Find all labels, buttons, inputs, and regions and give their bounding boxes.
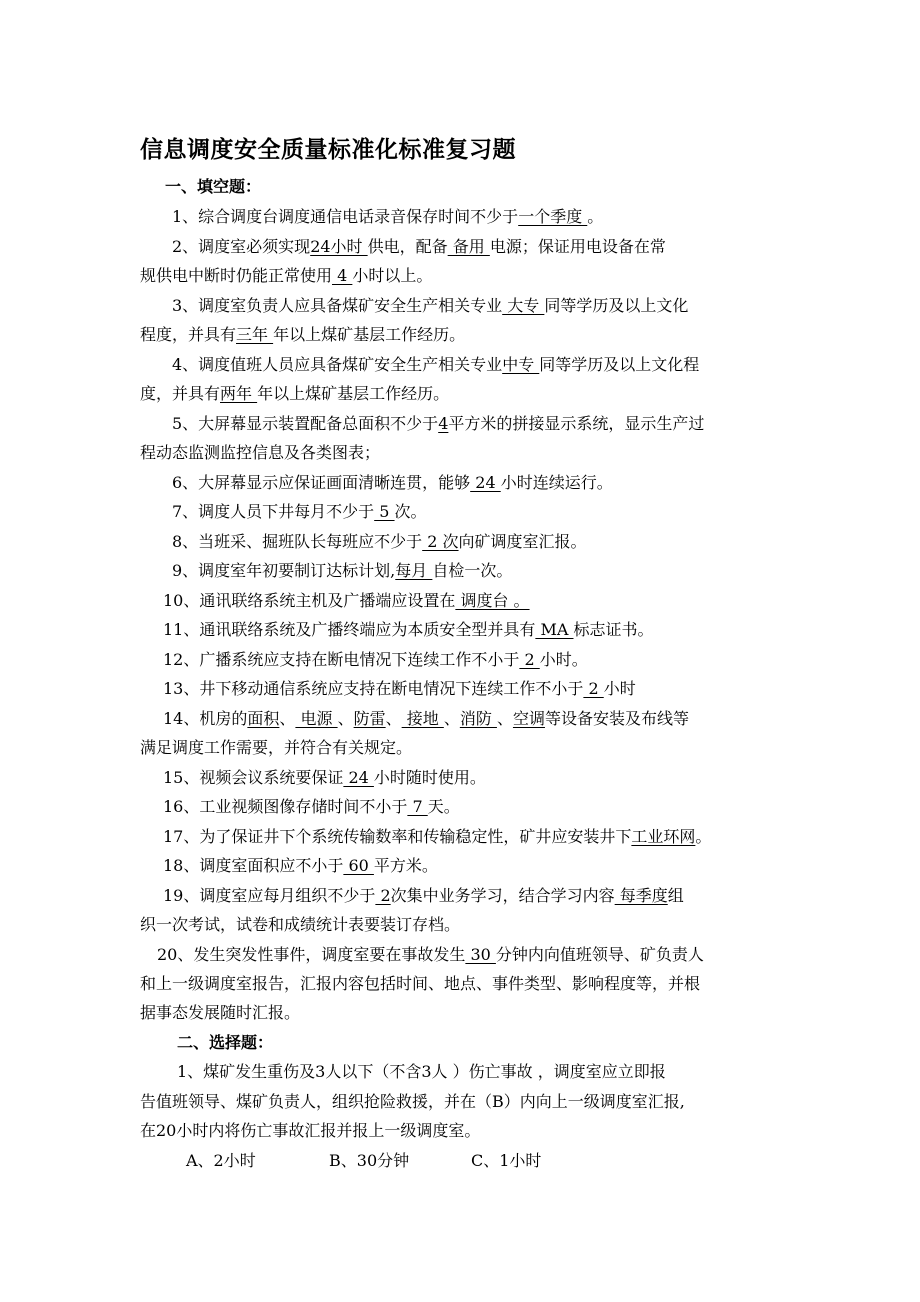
q3-text-3: 程度，并具有: [140, 325, 237, 344]
q3-text: 3、调度室负责人应具备煤矿安全生产相关专业: [172, 296, 503, 315]
q20-text: 20、发生突发性事件，调度室要在事故发生: [157, 945, 466, 964]
q18-text: 18、调度室面积应不小于: [163, 856, 344, 875]
q19-text-2: 次集中业务学习，结合学习内容: [390, 886, 615, 905]
q20-answer: 30: [465, 945, 496, 964]
q9-tail: 自检一次。: [432, 561, 513, 580]
mc-question-1-line-1: 1、煤矿发生重伤及3人以下（不含3人 ）伤亡事故 ，调度室应立即报: [177, 1062, 666, 1081]
q13-text: 13、井下移动通信系统应支持在断电情况下连续工作不小于: [163, 679, 584, 698]
q18-tail: 平方米。: [373, 856, 438, 875]
document-title: 信息调度安全质量标准化标准复习题: [140, 137, 516, 163]
q2-answer-1: 24小时: [310, 237, 368, 256]
q14-sep: 、: [443, 709, 460, 728]
q1-tail: 。: [587, 207, 604, 226]
q3-tail: 年以上煤矿基层工作经历。: [273, 325, 466, 344]
q6-tail: 小时连续运行。: [500, 473, 613, 492]
question-10: [163, 591, 530, 611]
q7-tail: 次。: [394, 502, 427, 521]
q10-answer: 调度台 。: [455, 591, 530, 610]
question-5-line-2: 程动态监测监控信息及各类图表；: [140, 443, 381, 462]
mc-option-b: B、30分钟: [329, 1151, 410, 1170]
q2-tail: 小时以上。: [352, 266, 433, 285]
q5-answer: 4: [438, 414, 449, 433]
q3-text-2: 同等学历及以上文化: [544, 296, 689, 315]
q14-answer-3: 防雷: [353, 709, 386, 728]
q18-answer: 60: [343, 856, 374, 875]
q4-tail: 年以上煤矿基层工作经历。: [257, 384, 450, 403]
q14-answer-4: 接地: [401, 709, 444, 728]
q19-answer-2: 每季度: [614, 886, 668, 905]
question-5-line-1: [172, 414, 704, 434]
q7-answer: 5: [374, 502, 395, 521]
q8-answer: 2 次: [422, 532, 459, 551]
q15-text: 15、视频会议系统要保证: [163, 768, 344, 787]
question-3-line-1: [172, 296, 688, 316]
q17-answer: 工业环网: [631, 827, 696, 846]
mc-question-1-line-3: 在20小时内将伤亡事故汇报并报上一级调度室。: [140, 1121, 481, 1140]
q14-answer-1: 面积: [247, 709, 280, 728]
q15-tail: 小时随时使用。: [373, 768, 486, 787]
q1-text: 1、综合调度台调度通信电话录音保存时间不少于: [172, 207, 519, 226]
question-3-line-2: [140, 325, 465, 345]
q12-answer: 2: [519, 650, 540, 669]
section-heading-fill-in: 一、填空题：: [165, 177, 262, 196]
q16-answer: 7: [407, 797, 428, 816]
question-14-line-2: 满足调度工作需要，并符合有关规定。: [140, 738, 413, 757]
q2-text-4: 规供电中断时仍能正常使用: [140, 266, 333, 285]
q9-text: 9、调度室年初要制订达标计划,: [172, 561, 396, 580]
question-12: [163, 650, 588, 670]
q7-text: 7、调度人员下井每月不少于: [172, 502, 375, 521]
q6-text: 6、大屏幕显示应保证画面清晰连贯，能够: [172, 473, 471, 492]
q14-answer-2: 电源: [295, 709, 338, 728]
q4-answer-1: 中专: [502, 355, 540, 374]
q14-answer-5: 消防: [459, 709, 497, 728]
question-4-line-1: [172, 355, 699, 375]
q5-text: 5、大屏幕显示装置配备总面积不少于: [172, 414, 439, 433]
question-20-line-3: 据事态发展随时汇报。: [140, 1003, 301, 1022]
question-20-line-2: 和上一级调度室报告，汇报内容包括时间、地点、事件类型、影响程度等，并根: [140, 974, 701, 993]
q8-text: 8、当班采、掘班队长每班应不少于: [172, 532, 423, 551]
q4-text-3: 度，并具有: [140, 384, 221, 403]
q3-answer-1: 大专: [502, 296, 545, 315]
q14-text: 14、机房的: [163, 709, 248, 728]
question-19-line-2: 织一次考试，试卷和成绩统计表要装订存档。: [140, 915, 461, 934]
q19-text: 19、调度室应每月组织不少于: [163, 886, 376, 905]
question-17: [163, 827, 711, 847]
q10-text: 10、通讯联络系统主机及广播端应设置在: [163, 591, 456, 610]
question-11: [163, 620, 654, 640]
q11-answer: MA: [535, 620, 574, 639]
question-16: [163, 797, 460, 817]
q19-text-3: 组: [667, 886, 684, 905]
question-19-line-1: [163, 886, 684, 906]
q11-tail: 标志证书。: [573, 620, 654, 639]
question-8: [172, 532, 587, 552]
q4-text-2: 同等学历及以上文化程: [539, 355, 700, 374]
q9-answer: 每月: [395, 561, 433, 580]
q14-sep: 、: [279, 709, 296, 728]
q14-sep: 、: [337, 709, 354, 728]
q17-text: 17、为了保证井下个系统传输数率和传输稳定性，矿井应安装井下: [163, 827, 632, 846]
mc-option-c: C、1小时: [471, 1151, 542, 1170]
q14-sep: 、: [385, 709, 402, 728]
q6-answer: 24: [470, 473, 501, 492]
q13-tail: 小时: [603, 679, 636, 698]
q2-text-2: 供电，配备: [367, 237, 448, 256]
question-14-line-1: [163, 709, 689, 729]
q5-text-2: 平方米的拼接显示系统，显示生产过: [448, 414, 705, 433]
q12-text: 12、广播系统应支持在断电情况下连续工作不小于: [163, 650, 520, 669]
q4-answer-2: 两年: [220, 384, 258, 403]
q19-answer-1: 2: [375, 886, 391, 905]
q1-answer: 一个季度: [518, 207, 588, 226]
q11-text: 11、通讯联络系统及广播终端应为本质安全型并具有: [163, 620, 536, 639]
q15-answer: 24: [343, 768, 374, 787]
q14-sep: 、: [496, 709, 513, 728]
q16-tail: 天。: [427, 797, 460, 816]
question-18: [163, 856, 438, 876]
question-9: [172, 561, 512, 581]
q16-text: 16、工业视频图像存储时间不小于: [163, 797, 408, 816]
question-6: [172, 473, 613, 493]
question-13: [163, 679, 636, 699]
mc-option-a: A、2小时: [186, 1151, 256, 1170]
q12-tail: 小时。: [539, 650, 588, 669]
q2-text-3: 电源；保证用电设备在常: [489, 237, 666, 256]
q13-answer: 2: [583, 679, 604, 698]
question-2-line-2: [140, 266, 432, 286]
question-7: [172, 502, 427, 522]
q2-text: 2、调度室必须实现: [172, 237, 311, 256]
q2-answer-2: 备用: [447, 237, 490, 256]
q2-answer-3: 4: [332, 266, 353, 285]
q14-answer-6: 空调: [512, 709, 545, 728]
q14-text-2: 等设备安装及布线等: [544, 709, 689, 728]
section-heading-multiple-choice: 二、选择题：: [177, 1033, 274, 1052]
q3-answer-2: 三年: [236, 325, 274, 344]
question-1: [172, 207, 603, 227]
question-15: [163, 768, 486, 788]
q8-tail: 向矿调度室汇报。: [458, 532, 587, 551]
question-4-line-2: [140, 384, 449, 404]
q4-text: 4、调度值班人员应具备煤矿安全生产相关专业: [172, 355, 503, 374]
mc-question-1-line-2: 告值班领导、煤矿负责人，组织抢险救援，并在（B）内向上一级调度室汇报,: [140, 1092, 685, 1111]
question-20-line-1: [157, 945, 704, 965]
question-2-line-1: [172, 237, 666, 257]
q20-text-2: 分钟内向值班领导、矿负责人: [495, 945, 704, 964]
q17-tail: 。: [695, 827, 712, 846]
